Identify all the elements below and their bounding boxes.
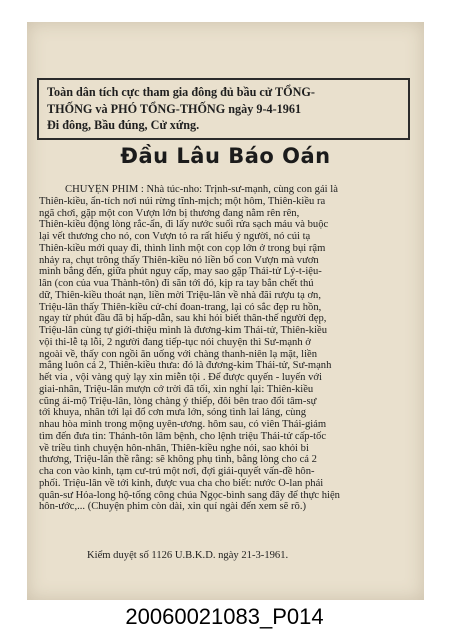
synopsis-line: mắng luôn cả 2, Thiên-kiều thưa: đó là đương-kim Thái-tử, Sư-mạnh <box>39 360 332 372</box>
synopsis-line: lại vết thương cho nó, con Vượn tỏ ra rất hiểu ý người, nó cúi tạ <box>39 231 311 242</box>
synopsis-line: nhau hòa mình trong mộng uyên-ương. hôm sau, có viên Thái-giám <box>39 419 327 430</box>
flyer-page <box>27 22 424 600</box>
film-synopsis <box>39 184 411 513</box>
film-title: Đầu Lâu Báo Oán <box>120 144 331 168</box>
synopsis-line: hôn-ước,... (Chuyện phim còn dài, xin quí ngài đến xem sẽ rõ.) <box>39 501 307 513</box>
synopsis-line: giai-nhân, Triệu-lân mượn cớ trời đã tối, xin nghỉ lại: Thiên-kiều <box>39 383 314 395</box>
synopsis-line: Triệu-lân cùng tự giới-thiệu mình là đương-kim Thái-tử, Thiên-kiều <box>39 325 328 336</box>
synopsis-line: ngã chơi, gặp một con Vượn lớn bị thương đang nằm rên rên, <box>39 207 300 219</box>
banner-line-1: Toàn dân tích cực tham gia đông đủ bầu cử TỔNG- <box>47 85 315 99</box>
synopsis-line: Thiên-kiều động lòng rắc-ẩn, đi lấy nước suối rửa sạch máu và buộc <box>39 219 329 231</box>
banner-line-2: THỐNG và PHÓ TỔNG-THỐNG ngày 9-4-1961 <box>47 101 302 116</box>
synopsis-line: quân-sư Hỏa-long hộ-tống công chúa Ngọc-bình sang đây để thực hiện <box>39 489 340 501</box>
synopsis-line: về triều tình chuyện hôn-nhân, Thiên-kiều nghe nói, sao khỏi bi <box>39 442 309 454</box>
censorship-note: Kiểm duyệt số 1126 U.B.K.D. ngày 21-3-1961. <box>87 550 289 561</box>
archive-id-caption: 20060021083_P014 <box>125 604 324 629</box>
synopsis-line: vội thi-lễ tạ lỗi, 2 người đang tiếp-tục nói chuyện thì Sư-mạnh ở <box>39 336 311 348</box>
synopsis-line: cha con vào kinh, tạm cư-trú một nơi, đợi giải-quyết vấn-đề hôn- <box>39 466 315 477</box>
synopsis-line: tới khuya, nhân tới lại đổ cơn mưa lớn, sóng tình lai láng, cùng <box>39 407 307 419</box>
synopsis-line: ngoài về, thấy con ngồi ăn uống với chàng thanh-niên lạ mặt, liền <box>39 348 318 360</box>
synopsis-line: lân (con của vua Thành-tôn) đi săn tới đó, kịp ra tay bắn chết thú <box>39 278 314 289</box>
synopsis-line: tìm đến đưa tin: Thánh-tôn lâm bệnh, cho lệnh triệu Thái-tử cấp-tốc <box>39 430 327 442</box>
synopsis-line: Thiên-kiều, ẩn-tích nơi núi rừng tĩnh-mịch; một hôm, Thiên-kiều ra <box>39 195 326 207</box>
synopsis-line: hết via , vội vàng quỳ lạy xin miễn tội . Để được quyến - luyến với <box>39 372 322 383</box>
synopsis-line: dữ, Thiên-kiều thoát nạn, liền mời Triệu-lân về nhà đãi rượu tạ ơn, <box>39 289 321 301</box>
synopsis-line: cũng ái-mộ Triệu-lân, lòng chàng ý thiếp, đôi bên trao đổi tâm-sự <box>39 395 317 407</box>
election-banner-box <box>37 78 410 140</box>
synopsis-line: CHUYỆN PHIM : Nhà túc-nho: Trịnh-sư-mạnh, cùng con gái là <box>65 184 338 195</box>
synopsis-line: Triệu-lân thấy Thiên-kiều cử-chỉ đoan-trang, lại có sắc đẹp ru hồn, <box>39 301 322 313</box>
synopsis-line: thương, Triệu-lân thề rằng: sẽ không phụ tình, bằng lòng cho cả 2 <box>39 454 317 466</box>
synopsis-line: ngay từ phút đầu đã bị hấp-dẫn, sau khi hỏi biết thân-thế người đẹp, <box>39 313 327 325</box>
synopsis-line: Thiên-kiều mới quay đi, thình linh một con cọp lớn ở trong bụi rậm <box>39 242 326 254</box>
banner-line-3: Đi đông, Bầu đúng, Cử xứng. <box>47 118 200 132</box>
synopsis-line: nhảy ra, chụt trông thấy Thiên-kiều nó liền bổ con Vượn mà vươn <box>39 254 319 266</box>
synopsis-line: mình bắng đến, giữa phút nguy cấp, may sao gặp Thái-tử Lý-t-iệu- <box>39 266 322 278</box>
synopsis-line: phối. Triệu-lân về tới kinh, được vua cha cho biết: nước Ô-lan phái <box>39 477 324 489</box>
